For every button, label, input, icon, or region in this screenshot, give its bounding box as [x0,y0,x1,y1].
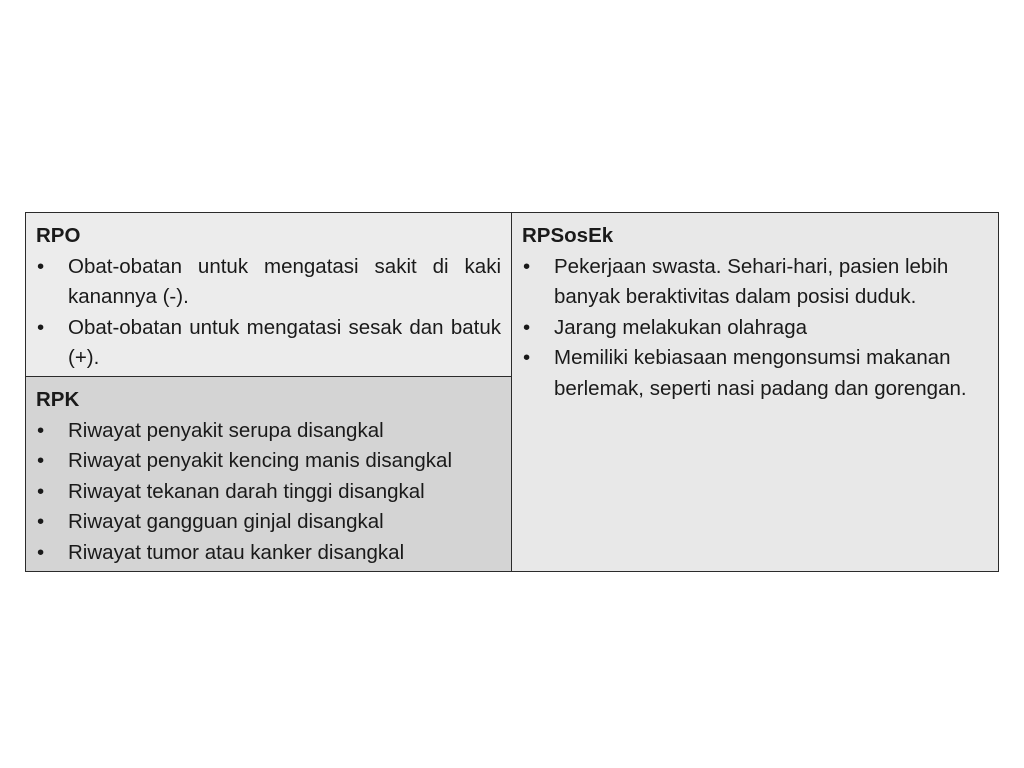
rpsosek-cell [512,213,998,571]
list-item [522,343,988,404]
bullet-icon: • [37,315,45,339]
bullet-icon: • [37,449,45,473]
list-item [36,477,501,508]
list-item-text: Jarang melakukan olahraga [554,315,807,339]
bullet-icon: • [37,479,45,503]
bullet-icon: • [37,254,45,278]
list-item-text: Riwayat penyakit kencing manis disangkal [68,449,453,473]
list-item [36,507,501,538]
list-item-text: Riwayat tumor atau kanker disangkal [68,540,405,564]
list-item-text: Riwayat tekanan darah tinggi disangkal [68,479,425,503]
history-table [25,212,999,572]
list-item [36,538,501,569]
list-item-text: Obat-obatan untuk mengatasi sesak dan batuk (+). [68,315,501,370]
rpk-heading: RPK [36,388,80,411]
list-item [36,446,501,477]
bullet-icon: • [37,540,45,564]
list-item [522,313,988,344]
list-item [36,252,501,313]
bullet-icon: • [37,510,45,534]
list-item [36,313,501,374]
rpsosek-list [522,252,988,405]
list-item-text: Pekerjaan swasta. Sehari-hari, pasien lebih banyak beraktivitas dalam posisi duduk. [554,254,949,309]
list-item-text: Riwayat gangguan ginjal disangkal [68,510,384,534]
list-item-text: Memiliki kebiasaan mengonsumsi makanan berlemak, seperti nasi padang dan gorengan. [554,346,967,400]
rpo-heading: RPO [36,224,81,247]
list-item-text: Riwayat penyakit serupa disangkal [68,418,384,442]
rpsosek-heading: RPSosEk [522,224,614,247]
bullet-icon: • [37,418,45,442]
list-item [522,252,988,313]
rpo-cell [26,213,512,377]
bullet-icon: • [523,315,531,339]
list-item-text: Obat-obatan untuk mengatasi sakit di kaki kanannya (-). [68,254,501,309]
bullet-icon: • [523,254,531,278]
rpo-list [36,252,501,374]
rpk-list [36,416,501,569]
bullet-icon: • [523,346,531,370]
rpk-cell [26,377,512,571]
list-item [36,416,501,447]
